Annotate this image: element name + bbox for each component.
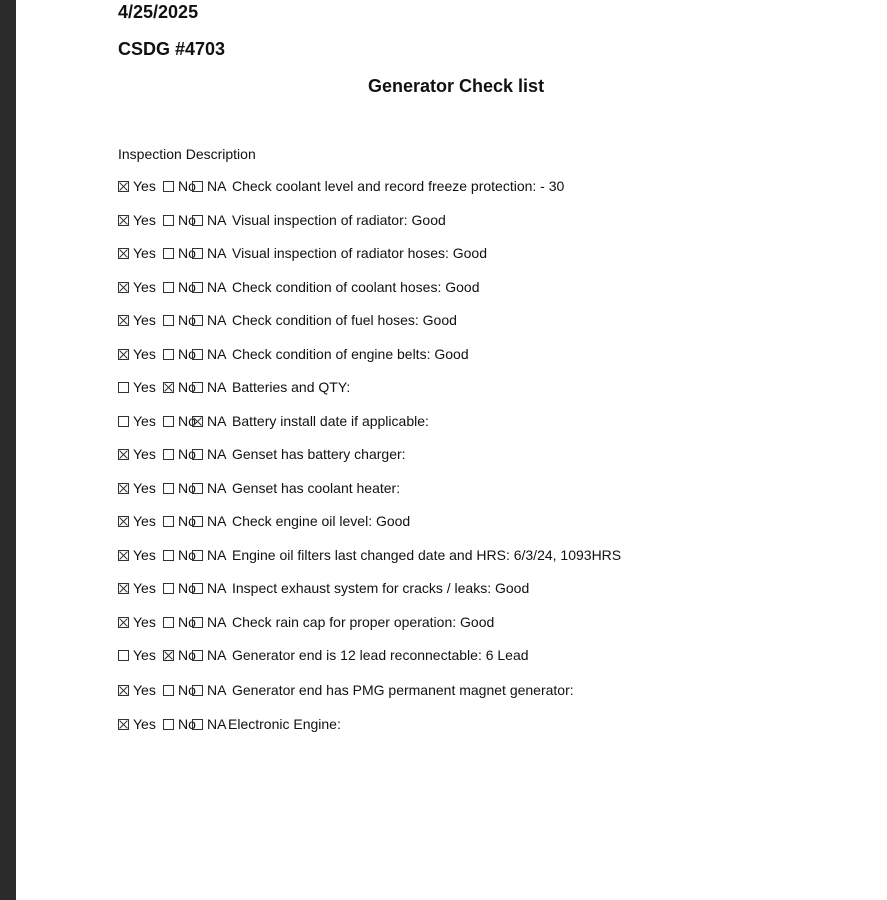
checklist-row [118,344,858,378]
option-no[interactable] [163,545,196,565]
checklist-row [118,411,858,445]
item-description: Check engine oil level: Good [232,513,411,529]
empty-box-icon[interactable] [163,719,174,730]
empty-box-icon[interactable] [163,550,174,561]
option-label-no: No [178,312,196,328]
checklist-row [118,176,858,210]
empty-box-icon[interactable] [118,650,129,661]
option-label-no: No [178,647,196,663]
option-no[interactable] [163,411,196,431]
inspection-date: 4/25/2025 [118,2,199,22]
option-yes[interactable] [118,714,163,734]
empty-box-icon[interactable] [192,215,203,226]
option-label-yes: Yes [133,613,156,630]
option-label-na: NA [207,580,227,596]
option-label-yes: Yes [133,379,156,395]
item-description: Check condition of engine belts: Good [232,345,469,362]
document-title: Generator Check list [368,76,545,96]
empty-box-icon[interactable] [192,516,203,527]
option-label-no: No [178,682,196,698]
checklist-row [118,277,858,311]
checklist-row [118,243,858,277]
empty-box-icon[interactable] [163,248,174,259]
option-label-na: NA [207,513,227,529]
checklist-row [118,645,858,680]
option-yes[interactable] [118,578,163,598]
option-label-yes: Yes [133,647,156,663]
option-no[interactable] [163,645,196,665]
empty-box-icon[interactable] [192,181,203,192]
option-no[interactable] [163,714,196,734]
option-na[interactable] [192,612,232,632]
checklist-row [118,612,858,646]
empty-box-icon[interactable] [163,483,174,494]
option-yes[interactable] [118,310,163,330]
option-label-no: No [178,580,196,596]
option-label-na: NA [207,412,227,429]
document-page [16,0,887,900]
empty-box-icon[interactable] [192,583,203,594]
option-na[interactable] [192,176,232,196]
empty-box-icon[interactable] [163,181,174,192]
checked-box-icon[interactable] [118,617,129,628]
checklist-row [118,714,858,748]
option-no[interactable] [163,176,196,196]
option-no[interactable] [163,444,196,464]
option-label-yes: Yes [133,513,156,529]
empty-box-icon[interactable] [192,349,203,360]
option-na[interactable] [192,645,232,665]
option-label-no: No [178,412,196,429]
checked-box-icon[interactable] [118,483,129,494]
option-label-no: No [178,345,196,362]
checked-box-icon[interactable] [118,685,129,696]
option-label-na: NA [207,613,227,630]
option-no[interactable] [163,478,196,498]
option-yes[interactable] [118,612,163,632]
option-no[interactable] [163,310,196,330]
item-description: Batteries and QTY: [232,379,351,395]
option-yes[interactable] [118,411,163,431]
option-yes[interactable] [118,377,163,397]
checked-box-icon[interactable] [118,215,129,226]
option-label-na: NA [207,345,227,362]
empty-box-icon[interactable] [192,315,203,326]
item-description: Check coolant level and record freeze protection: - 30 [232,178,565,194]
option-yes[interactable] [118,243,163,263]
empty-box-icon[interactable] [163,215,174,226]
option-label-no: No [178,278,196,295]
option-na[interactable] [192,411,232,431]
option-label-na: NA [207,178,227,194]
item-description: Battery install date if applicable: [232,412,429,429]
option-yes[interactable] [118,344,163,364]
option-label-na: NA [207,546,227,563]
checklist-row [118,478,858,512]
option-label-na: NA [207,278,227,295]
empty-box-icon[interactable] [163,516,174,527]
option-yes[interactable] [118,210,163,230]
option-label-yes: Yes [133,546,156,563]
option-no[interactable] [163,612,196,632]
option-yes[interactable] [118,680,163,700]
option-label-yes: Yes [133,479,156,496]
option-label-no: No [178,513,196,529]
option-label-na: NA [207,211,227,228]
item-description: Electronic Engine: [228,715,341,732]
empty-box-icon[interactable] [192,685,203,696]
option-label-yes: Yes [133,715,156,732]
checklist [118,176,858,747]
option-label-yes: Yes [133,245,156,261]
option-na[interactable] [192,680,232,700]
option-na[interactable] [192,478,232,498]
option-label-yes: Yes [133,580,156,596]
option-no[interactable] [163,277,196,297]
checked-box-icon[interactable] [118,550,129,561]
item-description: Check condition of fuel hoses: Good [232,312,457,328]
option-na[interactable] [192,310,232,330]
checklist-row [118,545,858,579]
item-description: Check condition of coolant hoses: Good [232,278,480,295]
item-description: Engine oil filters last changed date and HRS: 6/3/24, 1093HRS [232,546,622,563]
checklist-row [118,511,858,545]
item-description: Visual inspection of radiator hoses: Good [232,245,488,261]
option-label-yes: Yes [133,446,156,462]
option-label-no: No [178,715,196,732]
option-no[interactable] [163,344,196,364]
option-na[interactable] [192,444,232,464]
option-no[interactable] [163,680,196,700]
empty-box-icon[interactable] [192,248,203,259]
option-na[interactable] [192,243,232,263]
option-label-no: No [178,613,196,630]
item-description: Generator end is 12 lead reconnectable: 6 Lead [232,647,529,663]
option-no[interactable] [163,243,196,263]
option-na[interactable] [192,545,232,565]
checked-box-icon[interactable] [118,449,129,460]
checklist-row [118,210,858,244]
checklist-row [118,444,858,478]
option-yes[interactable] [118,277,163,297]
option-label-yes: Yes [133,312,156,328]
option-na[interactable] [192,377,232,397]
checked-box-icon[interactable] [118,248,129,259]
checked-box-icon[interactable] [118,349,129,360]
empty-box-icon[interactable] [118,382,129,393]
option-label-yes: Yes [133,211,156,228]
checked-box-icon[interactable] [118,181,129,192]
option-label-na: NA [207,682,227,698]
option-no[interactable] [163,210,196,230]
empty-box-icon[interactable] [163,583,174,594]
empty-box-icon[interactable] [118,416,129,427]
option-label-yes: Yes [133,278,156,295]
option-label-na: NA [207,479,227,496]
option-label-na: NA [207,312,227,328]
option-yes[interactable] [118,444,163,464]
empty-box-icon[interactable] [163,315,174,326]
option-label-no: No [178,479,196,496]
option-na[interactable] [192,578,232,598]
option-label-yes: Yes [133,412,156,429]
empty-box-icon[interactable] [163,617,174,628]
option-label-na: NA [207,446,227,462]
option-label-no: No [178,446,196,462]
empty-box-icon[interactable] [192,617,203,628]
option-label-yes: Yes [133,682,156,698]
checklist-row [118,680,858,714]
site-id: CSDG #4703 [118,39,226,59]
option-na[interactable] [192,210,232,230]
empty-box-icon[interactable] [192,650,203,661]
empty-box-icon[interactable] [163,685,174,696]
empty-box-icon[interactable] [192,719,203,730]
empty-box-icon[interactable] [163,449,174,460]
option-no[interactable] [163,578,196,598]
option-na[interactable] [192,714,232,734]
option-label-no: No [178,379,196,395]
empty-box-icon[interactable] [192,382,203,393]
option-yes[interactable] [118,545,163,565]
option-no[interactable] [163,377,196,397]
item-description: Genset has battery charger: [232,446,406,462]
empty-box-icon[interactable] [192,550,203,561]
option-label-no: No [178,245,196,261]
option-label-yes: Yes [133,345,156,362]
option-yes[interactable] [118,176,163,196]
empty-box-icon[interactable] [192,282,203,293]
option-na[interactable] [192,511,232,531]
option-yes[interactable] [118,645,163,665]
checked-box-icon[interactable] [118,583,129,594]
checked-box-icon[interactable] [118,719,129,730]
empty-box-icon[interactable] [163,416,174,427]
option-label-yes: Yes [133,178,156,194]
empty-box-icon[interactable] [192,449,203,460]
checklist-row [118,377,858,411]
option-no[interactable] [163,511,196,531]
checked-box-icon[interactable] [118,516,129,527]
checklist-row [118,578,858,612]
item-description: Visual inspection of radiator: Good [232,211,446,228]
option-label-no: No [178,178,196,194]
option-na[interactable] [192,277,232,297]
checked-box-icon[interactable] [163,650,174,661]
option-na[interactable] [192,344,232,364]
item-description: Check rain cap for proper operation: Good [232,613,495,630]
viewer-left-edge [0,0,16,900]
option-label-na: NA [207,245,227,261]
option-yes[interactable] [118,478,163,498]
section-label: Inspection Description [118,146,256,162]
checked-box-icon[interactable] [118,282,129,293]
checklist-row [118,310,858,344]
item-description: Generator end has PMG permanent magnet generator: [232,682,574,698]
item-description: Genset has coolant heater: [232,479,401,496]
option-label-no: No [178,211,196,228]
option-label-na: NA [207,647,227,663]
empty-box-icon[interactable] [163,282,174,293]
empty-box-icon[interactable] [163,349,174,360]
item-description: Inspect exhaust system for cracks / leaks: Good [232,580,530,596]
option-yes[interactable] [118,511,163,531]
checked-box-icon[interactable] [192,416,203,427]
option-label-no: No [178,546,196,563]
checked-box-icon[interactable] [118,315,129,326]
empty-box-icon[interactable] [192,483,203,494]
option-label-na: NA [207,715,227,732]
checked-box-icon[interactable] [163,382,174,393]
option-label-na: NA [207,379,227,395]
